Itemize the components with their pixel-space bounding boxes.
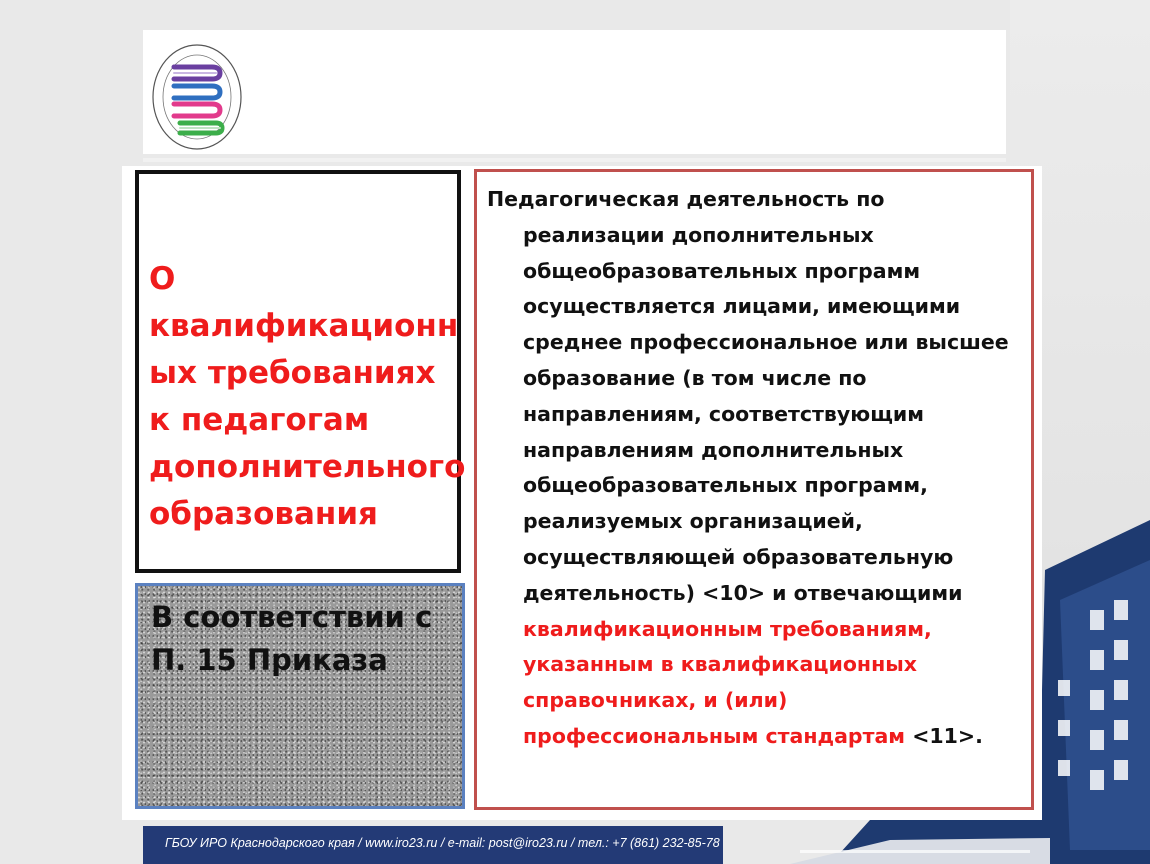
source-reference: В соответствии с П. 15 Приказа [151,600,433,677]
body-main-text: реализации дополнительных общеобразовательных программ осуществляется лицами, имеющими среднее профессиональное или высшее образование (в том числе по направлениям, соответствующим направлениям дополнительных общеобразовательных программ, реализуемых организацией, осуществляющей образовательную деятельность) <10> и отвечающими [523,222,1009,605]
header-band [143,30,1006,154]
body-paragraph [477,172,1031,755]
slide-title: О квалификационн ых требованиях к педагогам дополнительного образования [149,260,466,532]
body-text-box [474,169,1034,810]
body-first-line: Педагогическая деятельность по [487,187,885,211]
body-indented-block [487,218,1021,755]
header-divider [143,158,1006,162]
body-tail-text: <11>. [912,723,983,748]
body-highlight-text: квалификационным требованиям, указанным в квалификационных справочниках, и (или) профессиональным стандартам [523,616,932,748]
footer-bar [143,826,723,864]
books-stack-seal-icon [150,42,245,152]
footer-contacts: ГБОУ ИРО Краснодарского края / www.iro23.ru / e-mail: post@iro23.ru / тел.: +7 (861) 232-85-78 [165,836,720,850]
source-box [135,583,465,809]
title-box [135,170,466,573]
